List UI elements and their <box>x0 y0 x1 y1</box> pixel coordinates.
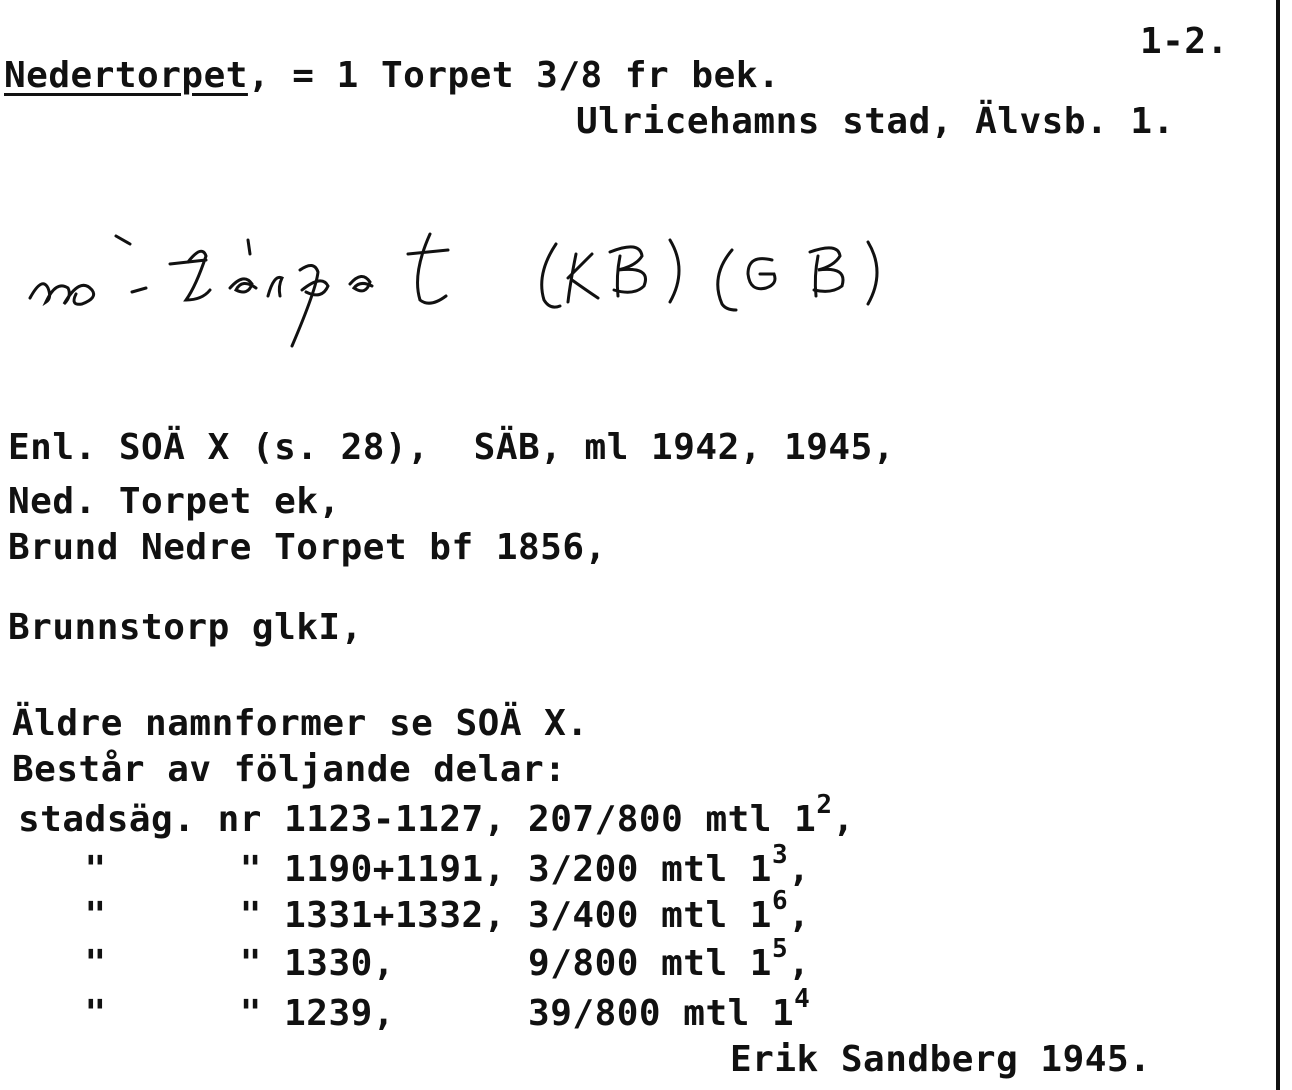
page-reference: 1-2. <box>1140 21 1229 62</box>
text-line-bf: Brund Nedre Torpet bf 1856, <box>8 527 607 568</box>
parts-row <box>18 840 811 893</box>
parts-prefix: " " <box>18 993 262 1034</box>
text-line-consists: Består av följande delar: <box>12 749 567 790</box>
location-line: Ulricehamns stad, Älvsb. 1. <box>576 101 1175 142</box>
parts-number: 1331+1332, <box>284 895 506 936</box>
parts-share: 39/800 mtl 1 <box>528 993 795 1034</box>
parts-end: , <box>788 895 811 936</box>
parts-end: , <box>788 943 811 984</box>
parts-share: 207/800 mtl 1 <box>528 799 817 840</box>
parts-prefix: " " <box>18 849 262 890</box>
parts-superscript: 3 <box>771 840 789 870</box>
text-line-older-forms: Äldre namnformer se SOÄ X. <box>12 703 589 744</box>
parts-number: 1190+1191, <box>284 849 506 890</box>
text-line-glk: Brunnstorp glkI, <box>8 607 363 648</box>
parts-number: 1123-1127, <box>284 799 506 840</box>
parts-superscript: 2 <box>816 790 833 820</box>
parts-share: 9/800 mtl 1 <box>528 943 772 984</box>
parts-superscript: 5 <box>771 934 789 964</box>
parts-prefix: " " <box>18 895 262 936</box>
text-line-sources: Enl. SOÄ X (s. 28), SÄB, ml 1942, 1945, <box>8 427 895 468</box>
handwritten-pronunciation <box>20 200 920 360</box>
parts-row <box>18 886 811 939</box>
parts-end: , <box>788 849 811 890</box>
parts-number: 1239, <box>284 993 506 1034</box>
card-title: Nedertorpet <box>4 55 248 96</box>
parts-share: 3/200 mtl 1 <box>528 849 772 890</box>
text-line-ek: Ned. Torpet ek, <box>8 481 341 522</box>
parts-prefix: stadsäg. nr <box>18 799 262 840</box>
card-edge-line <box>1276 0 1280 1090</box>
card-title-rest: , = 1 Torpet 3/8 fr bek. <box>247 55 781 96</box>
parts-superscript: 4 <box>794 984 811 1014</box>
parts-row <box>18 790 855 843</box>
card-title-line <box>4 56 780 96</box>
parts-row <box>18 984 811 1037</box>
parts-share: 3/400 mtl 1 <box>528 895 772 936</box>
parts-row <box>18 934 811 987</box>
parts-end: , <box>832 799 855 840</box>
parts-superscript: 6 <box>771 886 789 916</box>
parts-prefix: " " <box>18 943 262 984</box>
signature: Erik Sandberg 1945. <box>730 1039 1152 1080</box>
parts-number: 1330, <box>284 943 506 984</box>
